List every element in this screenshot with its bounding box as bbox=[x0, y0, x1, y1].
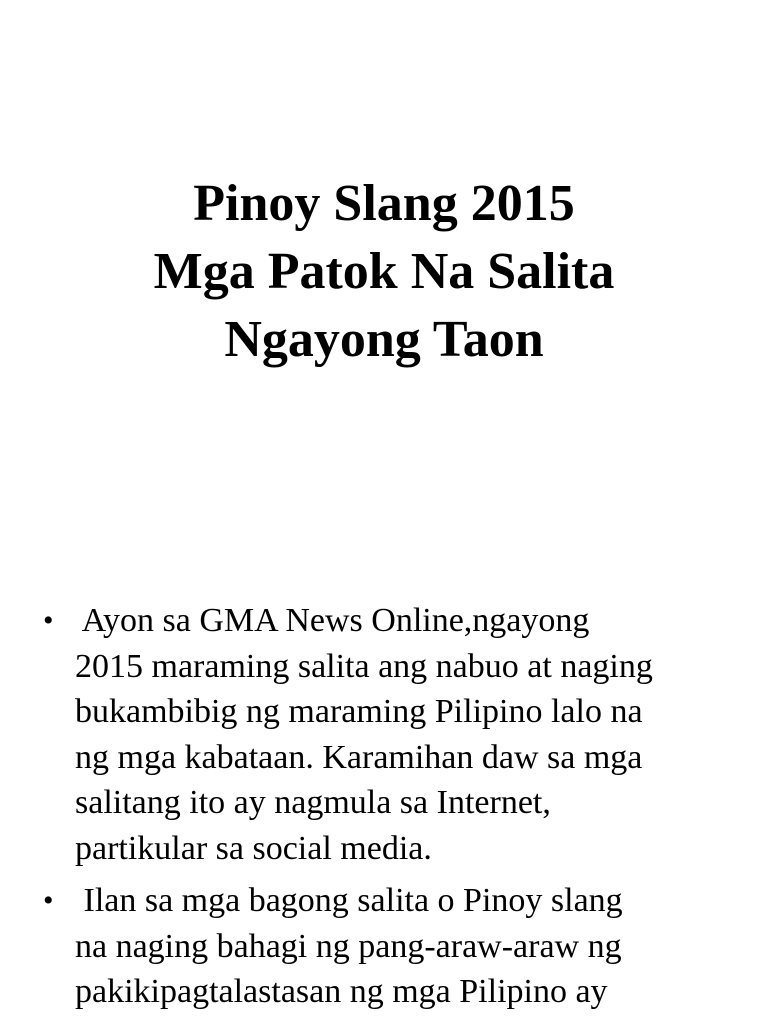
title-line: Pinoy Slang 2015 bbox=[193, 175, 575, 232]
title-line: Ngayong Taon bbox=[224, 311, 544, 368]
slide-title bbox=[0, 170, 768, 374]
bullet-line: 2015 maraming salita ang nabuo at naging bbox=[75, 647, 653, 685]
bullet-item bbox=[0, 878, 768, 1015]
bullet-line: salitang ito ay nagmula sa Internet, bbox=[75, 784, 551, 821]
bullet-marker: • bbox=[43, 604, 54, 637]
bullet-marker: • bbox=[43, 884, 54, 917]
bullet-line: bukambibig ng maraming Pilipino lalo na bbox=[75, 693, 643, 730]
bullet-line: na naging bahagi ng pang-araw-araw ng bbox=[75, 927, 622, 965]
bullet-line: ng mga kabataan. Karamihan daw sa mga bbox=[75, 738, 643, 776]
title-line: Mga Patok Na Salita bbox=[153, 243, 615, 300]
bullet-line: Ayon sa GMA News Online,ngayong bbox=[75, 602, 590, 639]
bullet-list bbox=[0, 598, 768, 1022]
bullet-item bbox=[0, 598, 768, 871]
bullet-line: pakikipagtalastasan ng mga Pilipino ay bbox=[75, 973, 608, 1010]
bullet-text bbox=[75, 598, 728, 871]
bullet-line: Ilan sa mga bagong salita o Pinoy slang bbox=[75, 882, 623, 919]
bullet-line: partikular sa social media. bbox=[75, 829, 432, 867]
bullet-text bbox=[75, 878, 728, 1015]
